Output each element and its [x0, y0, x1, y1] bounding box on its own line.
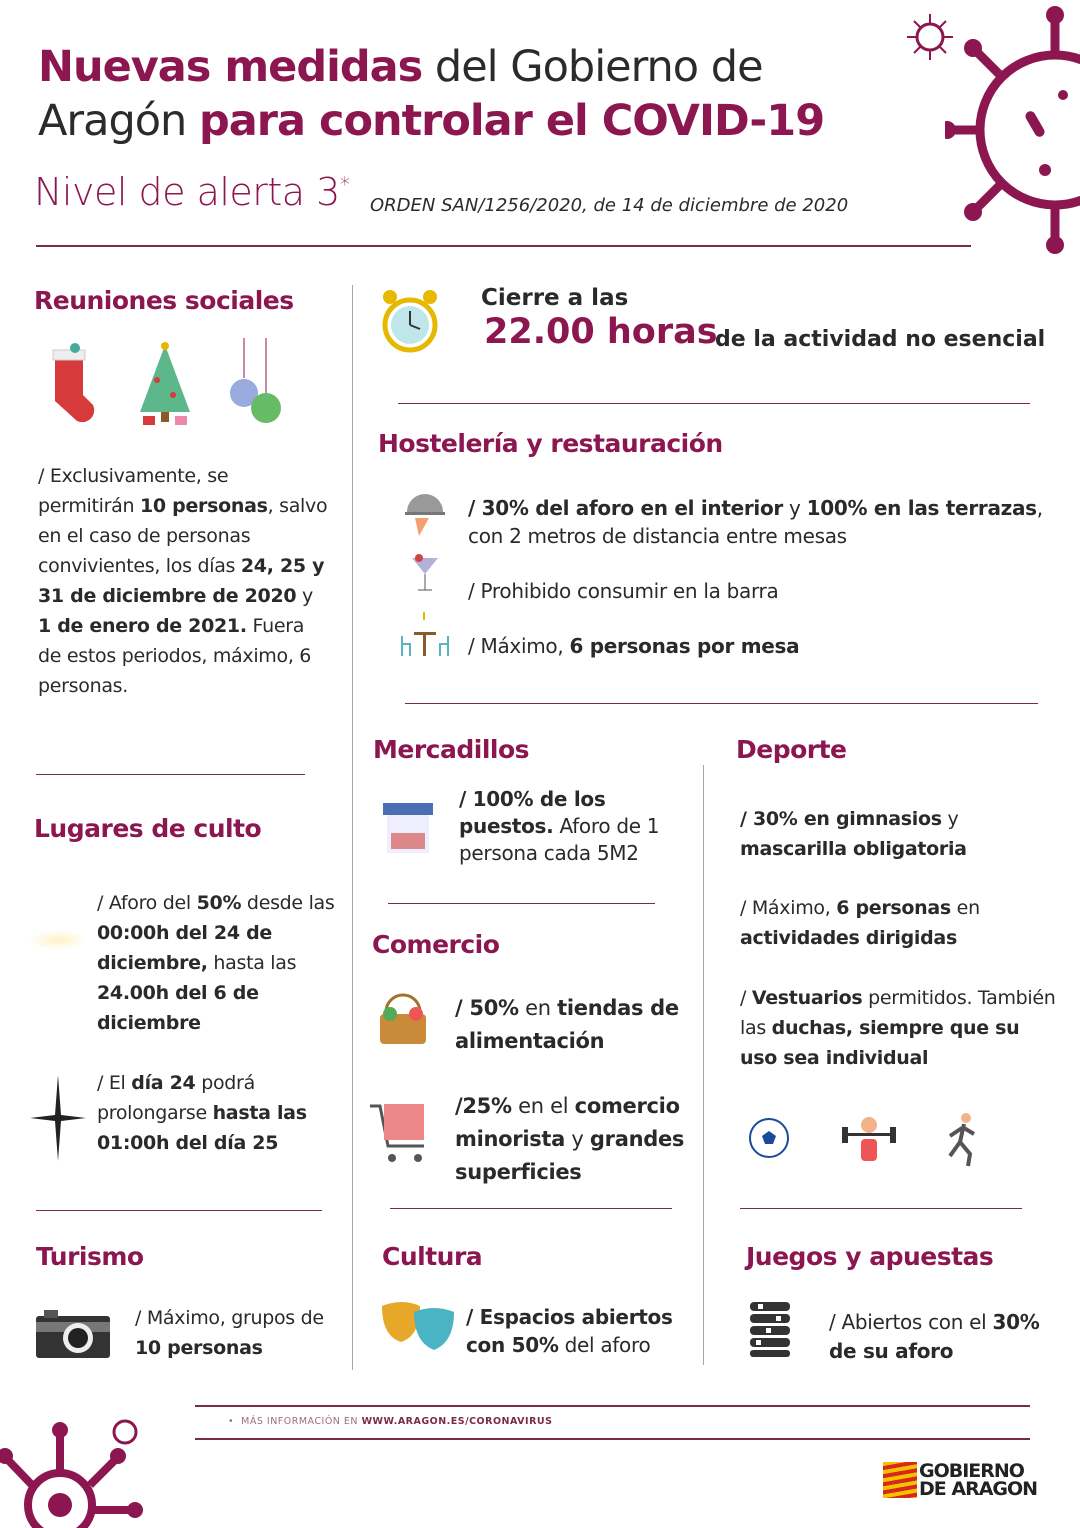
section-divider [405, 703, 1038, 704]
text-segment: en [950, 897, 980, 919]
bold-text-segment: Nuevas medidas [38, 42, 423, 92]
text-segment: en [518, 996, 558, 1020]
comercio-item-1 [455, 992, 695, 1058]
cierre-line-1: Cierre a las [481, 285, 629, 311]
bold-text-segment: 6 personas [836, 897, 951, 919]
text-segment: desde las [241, 892, 335, 914]
cierre-line-2: de la actividad no esencial [715, 327, 1046, 352]
logo-line-1: GOBIERNO [919, 1460, 1024, 1482]
alert-level-text: Nivel de alerta 3 [34, 170, 340, 214]
cultura-heading: Cultura [382, 1242, 483, 1271]
reuniones-text [38, 461, 328, 701]
alarm-clock-icon [380, 285, 440, 357]
text-segment: podrá prolongarse [97, 1072, 255, 1124]
text-segment: Fuera de estos periodos, máximo, 6 personas. [38, 615, 312, 697]
footer-info: • MÁS INFORMACIÓN EN WWW.ARAGON.ES/CORONAVIRUS [228, 1416, 553, 1427]
text-segment: en el [511, 1094, 575, 1118]
bold-text-segment: 10 personas [135, 1337, 263, 1359]
camera-icon [36, 1308, 110, 1358]
column-divider [352, 285, 353, 1370]
footer-divider [195, 1405, 1030, 1407]
bold-text-segment: 24.00h del 6 de diciembre [97, 982, 259, 1034]
table-chairs-icon [400, 612, 450, 658]
text-segment: y [296, 585, 313, 607]
soccer-ball-icon [748, 1117, 790, 1159]
hosteleria-heading: Hostelería y restauración [378, 429, 723, 458]
bold-text-segment: / Espacios abiertos con 50% [466, 1305, 673, 1357]
text-segment: / Máximo, [468, 634, 570, 658]
section-divider [740, 1208, 1022, 1209]
bold-text-segment: 50% [196, 892, 242, 914]
text-segment: / Exclusivamente, se permitirán [38, 465, 229, 517]
grocery-basket-icon [376, 992, 430, 1048]
order-reference: ORDEN SAN/1256/2020, de 14 de diciembre de 2020 [370, 195, 849, 216]
bold-text-segment: grandes superficies [455, 1127, 685, 1184]
market-stall-icon [383, 803, 433, 855]
hosteleria-item-1 [468, 494, 1048, 550]
text-segment: , salvo en el caso de personas convivientes, los días [38, 495, 328, 577]
juegos-text [829, 1308, 1049, 1366]
gobierno-aragon-logo [883, 1462, 1037, 1498]
text-segment: Aragón [38, 96, 199, 146]
text-segment: Aforo de 1 persona cada 5M2 [459, 814, 660, 865]
footer-info-label: MÁS INFORMACIÓN EN [241, 1416, 362, 1427]
section-divider [36, 1210, 322, 1211]
text-segment: , con 2 metros de distancia entre mesas [468, 496, 1043, 548]
bold-text-segment: /25% [455, 1094, 512, 1118]
culto-heading: Lugares de culto [34, 814, 262, 843]
text-segment: / El [97, 1072, 132, 1094]
logo-line-2: DE ARAGON [919, 1478, 1038, 1500]
section-divider [36, 774, 305, 775]
cultura-text [466, 1303, 696, 1359]
deporte-heading: Deporte [736, 735, 847, 764]
bold-text-segment: / 30% en gimnasios [740, 808, 942, 830]
stocking-icon [45, 342, 100, 427]
aragon-flag-icon [883, 1462, 917, 1498]
turismo-heading: Turismo [36, 1242, 144, 1271]
text-segment: / Abiertos con el [829, 1310, 993, 1334]
small-virus-icon [905, 12, 955, 62]
bold-text-segment: mascarilla obligatoria [740, 838, 967, 860]
bold-text-segment: día 24 [131, 1072, 196, 1094]
deporte-item-2 [740, 893, 1040, 953]
bold-text-segment: comercio minorista [455, 1094, 680, 1151]
alert-level [34, 170, 349, 214]
weightlifter-icon [840, 1115, 898, 1165]
hosteleria-item-3 [468, 631, 1028, 661]
casino-chips-icon [748, 1300, 792, 1358]
title-line-2 [38, 94, 824, 148]
serving-tray-icon [405, 490, 445, 538]
hosteleria-item-2 [468, 576, 1028, 606]
title-line-1 [38, 40, 763, 94]
bold-text-segment: 24, 25 y 31 de diciembre de 2020 [38, 555, 325, 607]
text-segment: / Prohibido consumir en la barra [468, 579, 779, 603]
culto-text-1 [97, 888, 347, 1038]
text-segment: permitidos. También las [740, 987, 1056, 1039]
column-divider [703, 765, 704, 1365]
juegos-heading: Juegos y apuestas [746, 1242, 994, 1271]
mercadillos-text [459, 786, 689, 867]
bold-text-segment: actividades dirigidas [740, 927, 957, 949]
star-sparkle-icon [30, 1075, 86, 1161]
deporte-item-3 [740, 983, 1060, 1073]
section-divider [388, 903, 655, 904]
shopping-cart-icon [368, 1100, 430, 1166]
culto-text-2 [97, 1068, 337, 1158]
bold-text-segment: 00:00h del 24 de diciembre, [97, 922, 272, 974]
bold-text-segment: tiendas de alimentación [455, 996, 679, 1053]
bold-text-segment: 30% de su aforo [829, 1310, 1040, 1363]
text-segment: / [740, 987, 752, 1009]
mercadillos-heading: Mercadillos [373, 735, 530, 764]
glow-icon [28, 930, 88, 950]
turismo-text [135, 1303, 335, 1363]
bold-text-segment: / 100% de los puestos. [459, 787, 606, 838]
bold-text-segment: / 30% del aforo en el interior [468, 496, 783, 520]
footer-divider [195, 1438, 1030, 1440]
comercio-item-2 [455, 1090, 705, 1189]
deporte-item-1 [740, 804, 1040, 864]
text-segment: y [783, 496, 807, 520]
bold-text-segment: duchas, siempre que su uso sea individual [740, 1017, 1020, 1069]
theater-masks-icon [380, 1300, 456, 1352]
bold-text-segment: 10 personas [139, 495, 268, 517]
text-segment: / Máximo, [740, 897, 837, 919]
text-segment: / Aforo del [97, 892, 197, 914]
section-divider [398, 403, 1030, 404]
bold-text-segment: 100% en las terrazas [806, 496, 1037, 520]
text-segment: hasta las [207, 952, 297, 974]
reuniones-heading: Reuniones sociales [34, 286, 294, 315]
text-segment: / Máximo, grupos de [135, 1307, 324, 1329]
bold-text-segment: para controlar el COVID-19 [198, 96, 825, 146]
bold-text-segment: / 50% [455, 996, 519, 1020]
cocktail-icon [410, 550, 440, 594]
ornaments-icon [226, 338, 286, 428]
text-segment: y [941, 808, 959, 830]
section-divider [390, 1208, 672, 1209]
bold-text-segment: Vestuarios [751, 987, 863, 1009]
virus-decoration-icon [945, 0, 1080, 260]
header-divider [36, 245, 971, 247]
virus-decoration-bottom-icon [0, 1410, 150, 1528]
comercio-heading: Comercio [372, 930, 500, 959]
bold-text-segment: 6 personas por mesa [569, 634, 800, 658]
footer-info-link[interactable]: WWW.ARAGON.ES/CORONAVIRUS [361, 1416, 553, 1427]
bold-text-segment: 1 de enero de 2021. [38, 615, 247, 637]
christmas-tree-icon [135, 340, 195, 428]
text-segment: del aforo [558, 1333, 651, 1357]
text-segment: del Gobierno de [422, 42, 763, 92]
runner-icon [940, 1112, 980, 1168]
alert-asterisk: * [339, 172, 350, 197]
text-segment: y [565, 1127, 590, 1151]
bold-text-segment: hasta las 01:00h del día 25 [97, 1102, 307, 1154]
cierre-time: 22.00 horas [484, 312, 718, 352]
